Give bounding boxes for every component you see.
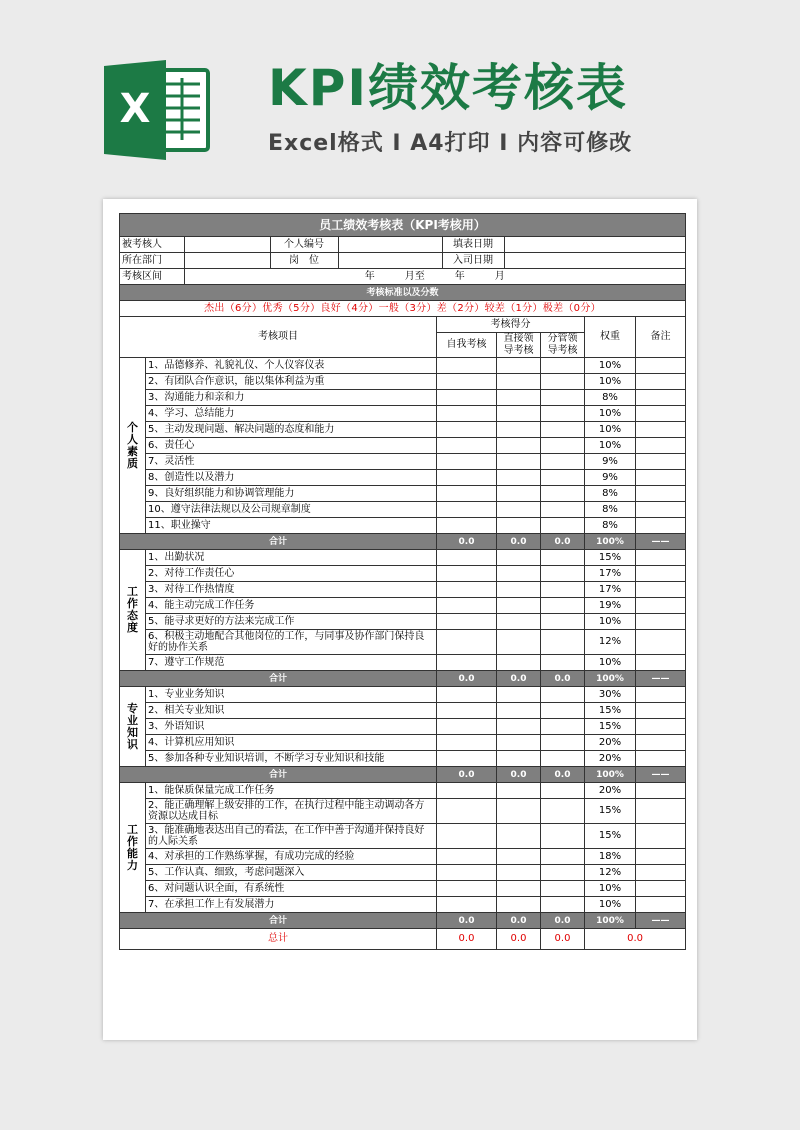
weight-cell: 30% bbox=[585, 687, 636, 703]
weight-column-header: 权重 bbox=[585, 317, 636, 358]
note-cell[interactable] bbox=[636, 655, 686, 671]
excel-logo-icon bbox=[104, 60, 214, 160]
subtotal-weight: 100% bbox=[585, 671, 636, 687]
note-cell[interactable] bbox=[636, 614, 686, 630]
branch-score-cell[interactable] bbox=[541, 630, 585, 655]
self-score-cell[interactable] bbox=[437, 550, 497, 566]
direct-score-cell[interactable] bbox=[497, 518, 541, 534]
branch-score-cell[interactable] bbox=[541, 614, 585, 630]
item-text: 6、对问题认识全面，有系统性 bbox=[146, 881, 437, 897]
branch-score-cell[interactable] bbox=[541, 566, 585, 582]
table-row bbox=[120, 824, 686, 849]
subtotal-row bbox=[120, 913, 686, 929]
direct-score-cell[interactable] bbox=[497, 881, 541, 897]
branch-score-cell[interactable] bbox=[541, 422, 585, 438]
note-cell[interactable] bbox=[636, 374, 686, 390]
item-text: 8、创造性以及潜力 bbox=[146, 470, 437, 486]
note-cell[interactable] bbox=[636, 358, 686, 374]
table-row bbox=[120, 390, 686, 406]
weight-cell: 17% bbox=[585, 582, 636, 598]
table-row bbox=[120, 550, 686, 566]
self-score-cell[interactable] bbox=[437, 422, 497, 438]
direct-score-cell[interactable] bbox=[497, 486, 541, 502]
weight-cell: 8% bbox=[585, 390, 636, 406]
weight-cell: 12% bbox=[585, 630, 636, 655]
direct-score-cell[interactable] bbox=[497, 598, 541, 614]
note-cell[interactable] bbox=[636, 486, 686, 502]
direct-score-cell[interactable] bbox=[497, 735, 541, 751]
direct-score-cell[interactable] bbox=[497, 358, 541, 374]
table-row bbox=[120, 865, 686, 881]
table-row bbox=[120, 438, 686, 454]
weight-cell: 8% bbox=[585, 518, 636, 534]
note-cell[interactable] bbox=[636, 849, 686, 865]
table-row bbox=[120, 687, 686, 703]
note-cell[interactable] bbox=[636, 630, 686, 655]
subtotal-row bbox=[120, 534, 686, 550]
branch-leader-header: 分管领导考核 bbox=[541, 333, 585, 358]
self-score-cell[interactable] bbox=[437, 630, 497, 655]
subtotal-row bbox=[120, 671, 686, 687]
note-cell[interactable] bbox=[636, 390, 686, 406]
note-column-header: 备注 bbox=[636, 317, 686, 358]
item-text: 9、良好组织能力和协调管理能力 bbox=[146, 486, 437, 502]
svg-text:X: X bbox=[119, 86, 151, 132]
sheet-title: 员工绩效考核表（KPI考核用） bbox=[120, 214, 686, 237]
item-text: 10、遵守法律法规以及公司规章制度 bbox=[146, 502, 437, 518]
branch-score-cell[interactable] bbox=[541, 598, 585, 614]
weight-cell: 10% bbox=[585, 881, 636, 897]
subtotal-direct-score: 0.0 bbox=[497, 534, 541, 550]
weight-cell: 10% bbox=[585, 422, 636, 438]
weight-cell: 10% bbox=[585, 655, 636, 671]
table-row bbox=[120, 751, 686, 767]
item-text: 11、职业操守 bbox=[146, 518, 437, 534]
branch-score-cell[interactable] bbox=[541, 358, 585, 374]
subtotal-branch-score: 0.0 bbox=[541, 534, 585, 550]
fill-date-field[interactable] bbox=[504, 237, 685, 253]
table-row bbox=[120, 566, 686, 582]
table-row bbox=[120, 582, 686, 598]
direct-score-cell[interactable] bbox=[497, 502, 541, 518]
branch-score-cell[interactable] bbox=[541, 824, 585, 849]
self-score-cell[interactable] bbox=[437, 751, 497, 767]
item-text: 4、能主动完成工作任务 bbox=[146, 598, 437, 614]
table-row bbox=[120, 374, 686, 390]
item-text: 2、能正确理解上级安排的工作，在执行过程中能主动调动各方资源以达成目标 bbox=[146, 799, 437, 824]
item-column-header: 考核项目 bbox=[120, 317, 437, 358]
branch-score-cell[interactable] bbox=[541, 518, 585, 534]
score-column-header: 考核得分 bbox=[437, 317, 585, 333]
total-label: 总计 bbox=[120, 929, 437, 950]
total-self-score: 0.0 bbox=[437, 929, 497, 950]
join-date-label: 入司日期 bbox=[442, 253, 504, 269]
assessee-label: 被考核人 bbox=[120, 237, 184, 253]
branch-score-cell[interactable] bbox=[541, 783, 585, 799]
branch-score-cell[interactable] bbox=[541, 751, 585, 767]
self-score-cell[interactable] bbox=[437, 655, 497, 671]
self-score-cell[interactable] bbox=[437, 406, 497, 422]
self-score-cell[interactable] bbox=[437, 582, 497, 598]
note-cell[interactable] bbox=[636, 550, 686, 566]
table-row bbox=[120, 406, 686, 422]
note-cell[interactable] bbox=[636, 406, 686, 422]
weight-cell: 15% bbox=[585, 799, 636, 824]
weight-cell: 10% bbox=[585, 358, 636, 374]
group-label: 工作态度 bbox=[120, 550, 146, 671]
weight-cell: 15% bbox=[585, 719, 636, 735]
weight-cell: 10% bbox=[585, 897, 636, 913]
note-cell[interactable] bbox=[636, 470, 686, 486]
weight-cell: 9% bbox=[585, 454, 636, 470]
direct-score-cell[interactable] bbox=[497, 566, 541, 582]
table-row bbox=[120, 614, 686, 630]
note-cell[interactable] bbox=[636, 438, 686, 454]
table-row bbox=[120, 897, 686, 913]
direct-score-cell[interactable] bbox=[497, 438, 541, 454]
direct-score-cell[interactable] bbox=[497, 454, 541, 470]
weight-cell: 10% bbox=[585, 438, 636, 454]
branch-score-cell[interactable] bbox=[541, 454, 585, 470]
item-text: 5、工作认真、细致，考虑问题深入 bbox=[146, 865, 437, 881]
weight-cell: 8% bbox=[585, 486, 636, 502]
weight-cell: 8% bbox=[585, 502, 636, 518]
table-row bbox=[120, 358, 686, 374]
branch-score-cell[interactable] bbox=[541, 703, 585, 719]
note-cell[interactable] bbox=[636, 687, 686, 703]
period-label: 考核区间 bbox=[120, 269, 184, 285]
direct-score-cell[interactable] bbox=[497, 799, 541, 824]
total-direct-score: 0.0 bbox=[497, 929, 541, 950]
item-text: 1、出勤状况 bbox=[146, 550, 437, 566]
table-row bbox=[120, 598, 686, 614]
branch-score-cell[interactable] bbox=[541, 550, 585, 566]
scoring-scale: 杰出（6分）优秀（5分）良好（4分）一般（3分）差（2分）较差（1分）极差（0分） bbox=[120, 301, 686, 317]
subtotal-branch-score: 0.0 bbox=[541, 671, 585, 687]
branch-score-cell[interactable] bbox=[541, 849, 585, 865]
direct-score-cell[interactable] bbox=[497, 783, 541, 799]
item-text: 4、对承担的工作熟练掌握，有成功完成的经验 bbox=[146, 849, 437, 865]
item-text: 4、计算机应用知识 bbox=[146, 735, 437, 751]
table-row bbox=[120, 518, 686, 534]
subtotal-self-score: 0.0 bbox=[437, 767, 497, 783]
self-score-cell[interactable] bbox=[437, 358, 497, 374]
dept-field[interactable] bbox=[184, 253, 270, 269]
total-branch-score: 0.0 bbox=[541, 929, 585, 950]
table-row bbox=[120, 881, 686, 897]
note-cell[interactable] bbox=[636, 454, 686, 470]
dept-label: 所在部门 bbox=[120, 253, 184, 269]
self-score-cell[interactable] bbox=[437, 735, 497, 751]
weight-cell: 20% bbox=[585, 783, 636, 799]
branch-score-cell[interactable] bbox=[541, 390, 585, 406]
subtotal-label: 合计 bbox=[120, 913, 437, 929]
self-score-cell[interactable] bbox=[437, 719, 497, 735]
page-subtitle: Excel格式 I A4打印 I 内容可修改 bbox=[268, 131, 633, 156]
table-row bbox=[120, 783, 686, 799]
total-row bbox=[120, 929, 686, 950]
direct-score-cell[interactable] bbox=[497, 824, 541, 849]
direct-score-cell[interactable] bbox=[497, 406, 541, 422]
kpi-table bbox=[119, 213, 686, 950]
direct-score-cell[interactable] bbox=[497, 849, 541, 865]
note-cell[interactable] bbox=[636, 751, 686, 767]
branch-score-cell[interactable] bbox=[541, 486, 585, 502]
direct-score-cell[interactable] bbox=[497, 614, 541, 630]
branch-score-cell[interactable] bbox=[541, 582, 585, 598]
weight-cell: 19% bbox=[585, 598, 636, 614]
branch-score-cell[interactable] bbox=[541, 897, 585, 913]
direct-score-cell[interactable] bbox=[497, 582, 541, 598]
direct-score-cell[interactable] bbox=[497, 655, 541, 671]
direct-score-cell[interactable] bbox=[497, 897, 541, 913]
self-score-cell[interactable] bbox=[437, 454, 497, 470]
self-score-cell[interactable] bbox=[437, 566, 497, 582]
table-row bbox=[120, 703, 686, 719]
note-cell[interactable] bbox=[636, 582, 686, 598]
table-row bbox=[120, 719, 686, 735]
branch-score-cell[interactable] bbox=[541, 881, 585, 897]
item-text: 7、在承担工作上有发展潜力 bbox=[146, 897, 437, 913]
item-text: 5、能寻求更好的方法来完成工作 bbox=[146, 614, 437, 630]
self-score-cell[interactable] bbox=[437, 390, 497, 406]
subtotal-label: 合计 bbox=[120, 534, 437, 550]
direct-score-cell[interactable] bbox=[497, 470, 541, 486]
direct-score-cell[interactable] bbox=[497, 703, 541, 719]
self-score-cell[interactable] bbox=[437, 598, 497, 614]
table-row bbox=[120, 799, 686, 824]
note-cell[interactable] bbox=[636, 865, 686, 881]
weight-cell: 9% bbox=[585, 470, 636, 486]
direct-score-cell[interactable] bbox=[497, 630, 541, 655]
join-date-field[interactable] bbox=[504, 253, 685, 269]
info-table bbox=[120, 237, 685, 284]
total-weight-score: 0.0 bbox=[585, 929, 686, 950]
note-cell[interactable] bbox=[636, 502, 686, 518]
subtotal-self-score: 0.0 bbox=[437, 534, 497, 550]
branch-score-cell[interactable] bbox=[541, 655, 585, 671]
item-text: 3、外语知识 bbox=[146, 719, 437, 735]
table-row bbox=[120, 486, 686, 502]
self-score-cell[interactable] bbox=[437, 881, 497, 897]
item-text: 3、对待工作热情度 bbox=[146, 582, 437, 598]
table-row bbox=[120, 454, 686, 470]
item-text: 2、相关专业知识 bbox=[146, 703, 437, 719]
weight-cell: 18% bbox=[585, 849, 636, 865]
self-score-cell[interactable] bbox=[437, 865, 497, 881]
table-row bbox=[120, 502, 686, 518]
group-label: 个人素质 bbox=[120, 358, 146, 534]
self-score-header: 自我考核 bbox=[437, 333, 497, 358]
note-cell[interactable] bbox=[636, 735, 686, 751]
self-score-cell[interactable] bbox=[437, 502, 497, 518]
self-score-cell[interactable] bbox=[437, 438, 497, 454]
criteria-title: 考核标准以及分数 bbox=[120, 285, 686, 301]
table-row bbox=[120, 470, 686, 486]
subtotal-note: —— bbox=[636, 671, 686, 687]
self-score-cell[interactable] bbox=[437, 518, 497, 534]
period-field[interactable]: 年 月至 年 月 bbox=[364, 270, 505, 282]
post-field[interactable] bbox=[338, 253, 442, 269]
note-cell[interactable] bbox=[636, 824, 686, 849]
branch-score-cell[interactable] bbox=[541, 502, 585, 518]
weight-cell: 15% bbox=[585, 703, 636, 719]
direct-leader-header: 直接领导考核 bbox=[497, 333, 541, 358]
page-title: KPI绩效考核表 bbox=[268, 59, 628, 117]
subtotal-direct-score: 0.0 bbox=[497, 913, 541, 929]
subtotal-label: 合计 bbox=[120, 671, 437, 687]
direct-score-cell[interactable] bbox=[497, 550, 541, 566]
weight-cell: 15% bbox=[585, 550, 636, 566]
weight-cell: 20% bbox=[585, 751, 636, 767]
direct-score-cell[interactable] bbox=[497, 687, 541, 703]
direct-score-cell[interactable] bbox=[497, 374, 541, 390]
note-cell[interactable] bbox=[636, 518, 686, 534]
item-text: 2、对待工作责任心 bbox=[146, 566, 437, 582]
note-cell[interactable] bbox=[636, 703, 686, 719]
note-cell[interactable] bbox=[636, 598, 686, 614]
item-text: 7、灵活性 bbox=[146, 454, 437, 470]
self-score-cell[interactable] bbox=[437, 897, 497, 913]
item-text: 1、专业业务知识 bbox=[146, 687, 437, 703]
subtotal-self-score: 0.0 bbox=[437, 671, 497, 687]
note-cell[interactable] bbox=[636, 799, 686, 824]
table-row bbox=[120, 849, 686, 865]
group-label: 专业知识 bbox=[120, 687, 146, 767]
item-text: 5、参加各种专业知识培训，不断学习专业知识和技能 bbox=[146, 751, 437, 767]
weight-cell: 20% bbox=[585, 735, 636, 751]
subtotal-note: —— bbox=[636, 767, 686, 783]
note-cell[interactable] bbox=[636, 422, 686, 438]
self-score-cell[interactable] bbox=[437, 799, 497, 824]
table-row bbox=[120, 422, 686, 438]
direct-score-cell[interactable] bbox=[497, 719, 541, 735]
self-score-cell[interactable] bbox=[437, 783, 497, 799]
self-score-cell[interactable] bbox=[437, 470, 497, 486]
self-score-cell[interactable] bbox=[437, 824, 497, 849]
branch-score-cell[interactable] bbox=[541, 470, 585, 486]
branch-score-cell[interactable] bbox=[541, 406, 585, 422]
branch-score-cell[interactable] bbox=[541, 719, 585, 735]
subtotal-weight: 100% bbox=[585, 767, 636, 783]
item-text: 6、责任心 bbox=[146, 438, 437, 454]
branch-score-cell[interactable] bbox=[541, 865, 585, 881]
self-score-cell[interactable] bbox=[437, 849, 497, 865]
note-cell[interactable] bbox=[636, 719, 686, 735]
item-text: 3、沟通能力和亲和力 bbox=[146, 390, 437, 406]
branch-score-cell[interactable] bbox=[541, 687, 585, 703]
note-cell[interactable] bbox=[636, 566, 686, 582]
self-score-cell[interactable] bbox=[437, 374, 497, 390]
table-row bbox=[120, 655, 686, 671]
self-score-cell[interactable] bbox=[437, 486, 497, 502]
item-text: 7、遵守工作规范 bbox=[146, 655, 437, 671]
weight-cell: 12% bbox=[585, 865, 636, 881]
subtotal-row bbox=[120, 767, 686, 783]
branch-score-cell[interactable] bbox=[541, 438, 585, 454]
item-text: 2、有团队合作意识，能以集体利益为重 bbox=[146, 374, 437, 390]
note-cell[interactable] bbox=[636, 881, 686, 897]
subtotal-branch-score: 0.0 bbox=[541, 913, 585, 929]
item-text: 3、能准确地表达出自己的看法，在工作中善于沟通并保持良好的人际关系 bbox=[146, 824, 437, 849]
direct-score-cell[interactable] bbox=[497, 751, 541, 767]
weight-cell: 15% bbox=[585, 824, 636, 849]
subtotal-note: —— bbox=[636, 534, 686, 550]
assessee-field[interactable] bbox=[184, 237, 270, 253]
subtotal-direct-score: 0.0 bbox=[497, 767, 541, 783]
item-text: 4、学习、总结能力 bbox=[146, 406, 437, 422]
weight-cell: 10% bbox=[585, 614, 636, 630]
post-label: 岗 位 bbox=[270, 253, 338, 269]
emp-no-label: 个人编号 bbox=[270, 237, 338, 253]
note-cell[interactable] bbox=[636, 783, 686, 799]
self-score-cell[interactable] bbox=[437, 687, 497, 703]
weight-cell: 10% bbox=[585, 406, 636, 422]
direct-score-cell[interactable] bbox=[497, 390, 541, 406]
weight-cell: 10% bbox=[585, 374, 636, 390]
table-row bbox=[120, 630, 686, 655]
direct-score-cell[interactable] bbox=[497, 422, 541, 438]
item-text: 1、能保质保量完成工作任务 bbox=[146, 783, 437, 799]
subtotal-weight: 100% bbox=[585, 534, 636, 550]
branch-score-cell[interactable] bbox=[541, 374, 585, 390]
subtotal-note: —— bbox=[636, 913, 686, 929]
item-text: 6、积极主动地配合其他岗位的工作，与同事及协作部门保持良好的协作关系 bbox=[146, 630, 437, 655]
emp-no-field[interactable] bbox=[338, 237, 442, 253]
item-text: 5、主动发现问题、解决问题的态度和能力 bbox=[146, 422, 437, 438]
branch-score-cell[interactable] bbox=[541, 799, 585, 824]
subtotal-label: 合计 bbox=[120, 767, 437, 783]
fill-date-label: 填表日期 bbox=[442, 237, 504, 253]
subtotal-direct-score: 0.0 bbox=[497, 671, 541, 687]
direct-score-cell[interactable] bbox=[497, 865, 541, 881]
subtotal-branch-score: 0.0 bbox=[541, 767, 585, 783]
subtotal-self-score: 0.0 bbox=[437, 913, 497, 929]
self-score-cell[interactable] bbox=[437, 703, 497, 719]
weight-cell: 17% bbox=[585, 566, 636, 582]
subtotal-weight: 100% bbox=[585, 913, 636, 929]
item-text: 1、品德修养、礼貌礼仪、个人仪容仪表 bbox=[146, 358, 437, 374]
group-label: 工作能力 bbox=[120, 783, 146, 913]
branch-score-cell[interactable] bbox=[541, 735, 585, 751]
note-cell[interactable] bbox=[636, 897, 686, 913]
spreadsheet-page bbox=[103, 199, 697, 1040]
table-row bbox=[120, 735, 686, 751]
self-score-cell[interactable] bbox=[437, 614, 497, 630]
